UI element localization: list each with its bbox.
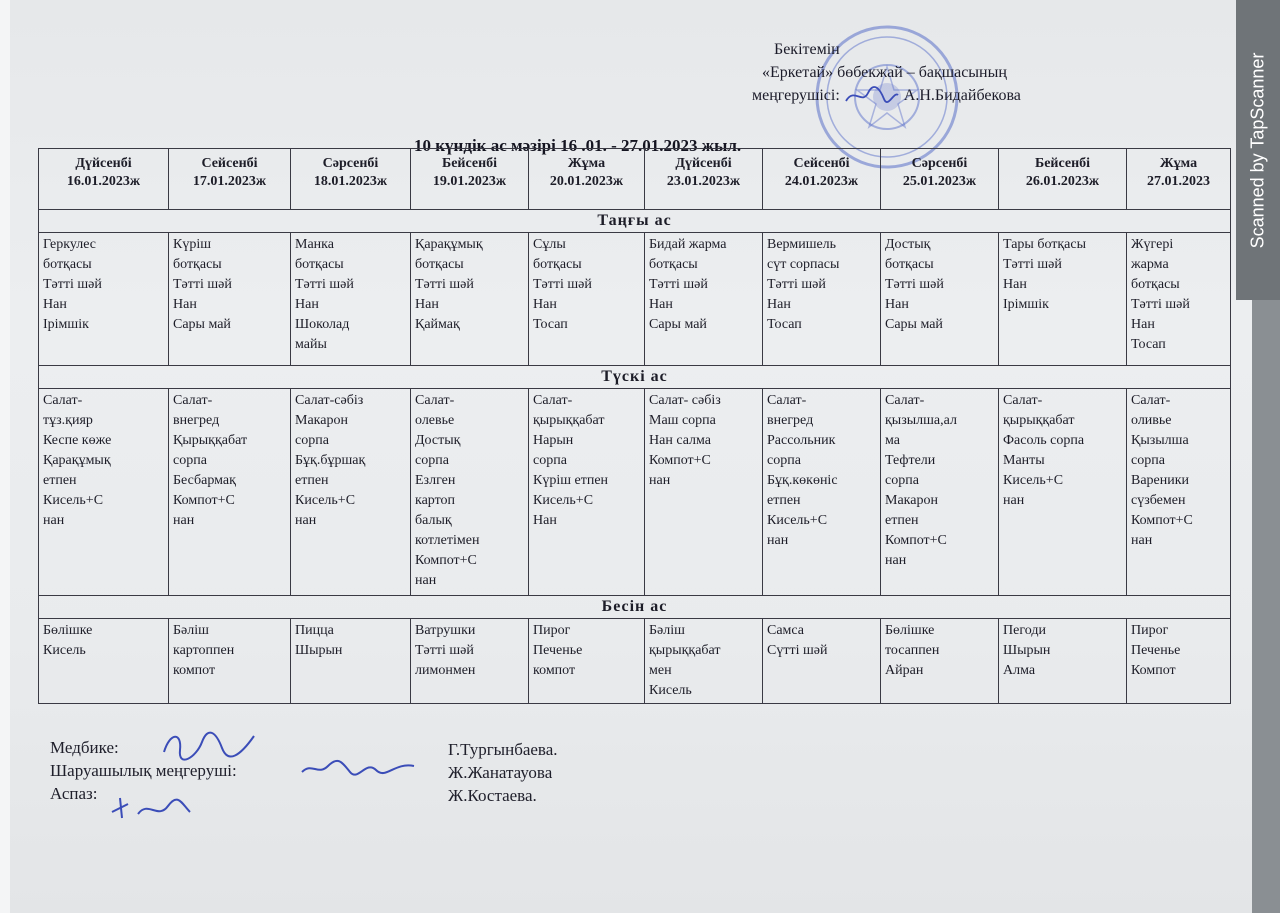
menu-item: Нарын — [533, 433, 574, 448]
breakfast-cell — [645, 233, 763, 366]
nurse-signature — [160, 728, 260, 762]
snack-cell — [291, 619, 411, 704]
menu-item: Тәтті шәй — [173, 277, 232, 292]
menu-item: Тәтті шәй — [1003, 257, 1062, 272]
menu-item: Тәтті шәй — [1131, 297, 1190, 312]
footer-names — [448, 738, 558, 807]
menu-item: нан — [415, 573, 437, 588]
day-name: Сейсенбі — [793, 156, 850, 171]
menu-item: Тосап — [1131, 337, 1166, 352]
menu-item: сүт сорпасы — [767, 257, 840, 272]
menu-item: нан — [1003, 493, 1025, 508]
menu-item: Тосап — [533, 317, 568, 332]
lunch-cell — [763, 389, 881, 596]
menu-item: Тәтті шәй — [767, 277, 826, 292]
day-header-cell — [529, 149, 645, 210]
menu-item: сорпа — [533, 453, 567, 468]
lunch-cell — [291, 389, 411, 596]
lunch-cell — [645, 389, 763, 596]
menu-item: Печенье — [1131, 643, 1181, 658]
approval-line-1: Бекітемін — [774, 41, 840, 58]
lunch-cell — [411, 389, 529, 596]
menu-item: Тәтті шәй — [649, 277, 708, 292]
day-date: 20.01.2023ж — [549, 174, 624, 189]
snack-cell — [645, 619, 763, 704]
menu-item: Салат- — [533, 393, 573, 408]
snack-cell — [39, 619, 169, 704]
menu-item: Салат- — [1131, 393, 1171, 408]
menu-item: картоппен — [173, 643, 235, 658]
name-cook: Ж.Костаева. — [448, 786, 537, 805]
menu-item: сорпа — [885, 473, 919, 488]
breakfast-cell — [529, 233, 645, 366]
menu-item: Печенье — [533, 643, 583, 658]
menu-item: Сүтті шәй — [767, 643, 828, 658]
menu-item: сорпа — [1131, 453, 1165, 468]
day-date: 18.01.2023ж — [313, 174, 388, 189]
menu-table — [38, 148, 1231, 704]
menu-item: Нан — [533, 513, 557, 528]
day-date: 19.01.2023ж — [432, 174, 507, 189]
menu-item: нан — [295, 513, 317, 528]
breakfast-cell — [999, 233, 1127, 366]
menu-item: лимонмен — [415, 663, 476, 678]
snack-cell — [1127, 619, 1231, 704]
scanner-watermark — [1236, 0, 1280, 300]
day-date: 23.01.2023ж — [666, 174, 741, 189]
section-snack-row — [39, 596, 1231, 619]
menu-item: Бидай жарма — [649, 237, 727, 252]
menu-item: Компот+С — [415, 553, 477, 568]
menu-item: Салат- — [885, 393, 925, 408]
manager-signature — [298, 752, 418, 782]
menu-item: Алма — [1003, 663, 1036, 678]
menu-item: Кисель — [43, 643, 86, 658]
menu-item: оливье — [1131, 413, 1172, 428]
menu-item: Езлген — [415, 473, 456, 488]
menu-item: Компот+С — [173, 493, 235, 508]
menu-item: внегред — [173, 413, 220, 428]
menu-item: қырыққабат — [533, 413, 605, 428]
menu-item: Бәліш — [173, 623, 209, 638]
breakfast-cell — [763, 233, 881, 366]
section-lunch-row — [39, 366, 1231, 389]
menu-item: ботқасы — [415, 257, 464, 272]
menu-item: жарма — [1131, 257, 1169, 272]
day-header-cell — [411, 149, 529, 210]
menu-item: Күріш етпен — [533, 473, 609, 488]
menu-item: Компот+С — [649, 453, 711, 468]
menu-item: Кисель — [649, 683, 692, 698]
day-header-cell — [881, 149, 999, 210]
lunch-cell — [169, 389, 291, 596]
menu-item: ма — [885, 433, 900, 448]
menu-item: Рассольник — [767, 433, 836, 448]
breakfast-row — [39, 233, 1231, 366]
menu-item: тосаппен — [885, 643, 940, 658]
menu-item: Шырын — [295, 643, 343, 658]
role-cook: Аспаз: — [50, 784, 98, 803]
menu-item: Компот — [1131, 663, 1176, 678]
menu-item: Салат- — [1003, 393, 1043, 408]
snack-row — [39, 619, 1231, 704]
menu-item: сорпа — [173, 453, 207, 468]
breakfast-cell — [39, 233, 169, 366]
day-date: 27.01.2023 — [1147, 174, 1210, 189]
snack-cell — [169, 619, 291, 704]
menu-item: Айран — [885, 663, 924, 678]
approval-role: меңгерушісі: — [752, 87, 840, 104]
approval-block — [740, 38, 1160, 107]
menu-item: Қарақұмық — [43, 453, 111, 468]
snack-cell — [999, 619, 1127, 704]
menu-item: компот — [173, 663, 216, 678]
menu-item: Нан — [43, 297, 67, 312]
menu-item: Тәтті шәй — [295, 277, 354, 292]
menu-item: Нан — [173, 297, 197, 312]
menu-item: Макарон — [295, 413, 348, 428]
menu-item: сорпа — [767, 453, 801, 468]
day-header-cell — [999, 149, 1127, 210]
approval-line-2: «Еркетай» бөбекжай – бақшасының — [762, 64, 1007, 81]
role-manager: Шаруашылық меңгеруші: — [50, 761, 237, 780]
day-date: 24.01.2023ж — [784, 174, 859, 189]
menu-item: Кисель+С — [295, 493, 356, 508]
day-name: Сәрсенбі — [322, 156, 379, 171]
menu-item: қызылша,ал — [885, 413, 957, 428]
section-lunch-label: Түскі ас — [39, 366, 1231, 389]
menu-item: сорпа — [415, 453, 449, 468]
lunch-cell — [529, 389, 645, 596]
section-snack-label: Бесін ас — [39, 596, 1231, 619]
breakfast-cell — [291, 233, 411, 366]
menu-item: нан — [649, 473, 671, 488]
menu-item: Нан — [649, 297, 673, 312]
menu-item: етпен — [43, 473, 77, 488]
lunch-cell — [881, 389, 999, 596]
menu-item: котлетімен — [415, 533, 480, 548]
menu-item: нан — [43, 513, 65, 528]
menu-item: Тәтті шәй — [533, 277, 592, 292]
menu-item: Кисель+С — [767, 513, 828, 528]
menu-item: Салат-сәбіз — [295, 393, 364, 408]
menu-item: Тәтті шәй — [885, 277, 944, 292]
menu-item: Манты — [1003, 453, 1045, 468]
menu-item: Вермишель — [767, 237, 837, 252]
menu-item: Пирог — [1131, 623, 1169, 638]
menu-item: Фасоль сорпа — [1003, 433, 1085, 448]
day-name: Дүйсенбі — [675, 156, 732, 171]
menu-item: етпен — [295, 473, 329, 488]
menu-item: майы — [295, 337, 327, 352]
snack-cell — [529, 619, 645, 704]
menu-item: Нан — [533, 297, 557, 312]
menu-item: балық — [415, 513, 452, 528]
menu-item: Салат- — [415, 393, 455, 408]
menu-item: Қаймақ — [415, 317, 460, 332]
menu-item: Нан — [1131, 317, 1155, 332]
day-date: 17.01.2023ж — [192, 174, 267, 189]
approval-line-3 — [740, 84, 1160, 107]
menu-item: Ватрушки — [415, 623, 476, 638]
menu-item: тұз.қияр — [43, 413, 93, 428]
menu-item: ботқасы — [885, 257, 934, 272]
menu-item: Геркулес — [43, 237, 96, 252]
menu-item: Компот+С — [885, 533, 947, 548]
menu-item: Ірімшік — [1003, 297, 1049, 312]
menu-item: Пирог — [533, 623, 571, 638]
day-header-cell — [291, 149, 411, 210]
day-header-cell — [39, 149, 169, 210]
menu-item: нан — [1131, 533, 1153, 548]
menu-item: Маш сорпа — [649, 413, 716, 428]
lunch-cell — [1127, 389, 1231, 596]
menu-item: Қырыққабат — [173, 433, 248, 448]
menu-item: Достық — [885, 237, 931, 252]
day-name: Жұма — [567, 156, 606, 171]
menu-item: Нан — [885, 297, 909, 312]
menu-item: Шырын — [1003, 643, 1051, 658]
menu-item: Нан — [767, 297, 791, 312]
day-header-cell — [1127, 149, 1231, 210]
menu-item: ботқасы — [173, 257, 222, 272]
menu-item: Тефтели — [885, 453, 936, 468]
day-header-cell — [169, 149, 291, 210]
menu-item: Күріш — [173, 237, 212, 252]
menu-item: Кисель+С — [1003, 473, 1064, 488]
page-edge — [0, 0, 10, 913]
menu-item: Бәліш — [649, 623, 685, 638]
menu-item: сорпа — [295, 433, 329, 448]
menu-item: Жүгері — [1131, 237, 1174, 252]
menu-item: внегред — [767, 413, 814, 428]
menu-item: ботқасы — [295, 257, 344, 272]
menu-item: Бесбармақ — [173, 473, 236, 488]
day-name: Бейсенбі — [1034, 156, 1091, 171]
menu-item: картоп — [415, 493, 456, 508]
menu-item: Тәтті шәй — [415, 277, 474, 292]
snack-cell — [763, 619, 881, 704]
menu-item: ботқасы — [43, 257, 92, 272]
menu-item: Салат- — [43, 393, 83, 408]
snack-cell — [881, 619, 999, 704]
menu-item: Шоколад — [295, 317, 350, 332]
menu-item: нан — [173, 513, 195, 528]
menu-item: етпен — [885, 513, 919, 528]
menu-item: Кисель+С — [533, 493, 594, 508]
menu-item: Кисель+С — [43, 493, 104, 508]
role-nurse: Медбике: — [50, 738, 119, 757]
menu-item: Макарон — [885, 493, 938, 508]
menu-item: Пицца — [295, 623, 334, 638]
menu-item: Бұқ.көкөніс — [767, 473, 838, 488]
menu-item: қырыққабат — [1003, 413, 1075, 428]
day-header-cell — [763, 149, 881, 210]
section-breakfast-label: Таңғы ас — [39, 210, 1231, 233]
menu-title: 10 күндік ас мәзірі 16 .01. - 27.01.2023 жыл. — [414, 136, 742, 155]
menu-item: Нан — [1003, 277, 1027, 292]
menu-item: Тәтті шәй — [415, 643, 474, 658]
menu-item: Сары май — [649, 317, 707, 332]
menu-item: Тары ботқасы — [1003, 237, 1087, 252]
menu-item: Бұқ.бұршақ — [295, 453, 366, 468]
day-header-cell — [645, 149, 763, 210]
scanner-watermark-text: Scanned by TapScanner — [1247, 52, 1268, 248]
cook-signature — [108, 794, 198, 822]
snack-cell — [411, 619, 529, 704]
menu-item: Нан салма — [649, 433, 712, 448]
menu-item: Қарақұмық — [415, 237, 483, 252]
menu-item: Компот+С — [1131, 513, 1193, 528]
menu-item: ботқасы — [533, 257, 582, 272]
day-name: Сейсенбі — [201, 156, 258, 171]
lunch-cell — [999, 389, 1127, 596]
director-signature — [844, 85, 900, 107]
day-header-row — [39, 149, 1231, 210]
menu-item: Салат- — [173, 393, 213, 408]
menu-item: Тәтті шәй — [43, 277, 102, 292]
menu-item: Пегоди — [1003, 623, 1046, 638]
day-date: 16.01.2023ж — [66, 174, 141, 189]
menu-item: сүзбемен — [1131, 493, 1186, 508]
menu-item: Тосап — [767, 317, 802, 332]
menu-item: Бөлішке — [885, 623, 935, 638]
day-date: 25.01.2023ж — [902, 174, 977, 189]
breakfast-cell — [881, 233, 999, 366]
menu-item: қырыққабат — [649, 643, 721, 658]
breakfast-cell — [1127, 233, 1231, 366]
menu-item: нан — [885, 553, 907, 568]
menu-item: ботқасы — [649, 257, 698, 272]
breakfast-cell — [169, 233, 291, 366]
menu-item: Бөлішке — [43, 623, 93, 638]
menu-item: Қызылша — [1131, 433, 1189, 448]
menu-item: Ірімшік — [43, 317, 89, 332]
menu-item: Салат- — [767, 393, 807, 408]
menu-item: Кеспе көже — [43, 433, 112, 448]
lunch-row — [39, 389, 1231, 596]
menu-item: Салат- сәбіз — [649, 393, 721, 408]
menu-item: Сары май — [173, 317, 231, 332]
menu-item: компот — [533, 663, 576, 678]
day-name: Бейсенбі — [441, 156, 498, 171]
menu-item: Нан — [295, 297, 319, 312]
day-date: 26.01.2023ж — [1025, 174, 1100, 189]
name-nurse: Г.Тургынбаева. — [448, 740, 558, 759]
menu-item: етпен — [767, 493, 801, 508]
menu-item: Вареники — [1131, 473, 1190, 488]
name-manager: Ж.Жанатауова — [448, 763, 553, 782]
lunch-cell — [39, 389, 169, 596]
menu-item: Самса — [767, 623, 805, 638]
menu-item: Манка — [295, 237, 334, 252]
approval-name: А.Н.Бидайбекова — [903, 87, 1021, 104]
menu-item: мен — [649, 663, 672, 678]
menu-item: Достық — [415, 433, 461, 448]
menu-item: нан — [767, 533, 789, 548]
menu-item: Нан — [415, 297, 439, 312]
day-name: Жұма — [1159, 156, 1198, 171]
section-breakfast-row — [39, 210, 1231, 233]
menu-item: олевье — [415, 413, 455, 428]
day-name: Дүйсенбі — [75, 156, 132, 171]
menu-item: ботқасы — [1131, 277, 1180, 292]
menu-item: Сұлы — [533, 237, 566, 252]
breakfast-cell — [411, 233, 529, 366]
menu-item: Сары май — [885, 317, 943, 332]
day-name: Сәрсенбі — [911, 156, 968, 171]
